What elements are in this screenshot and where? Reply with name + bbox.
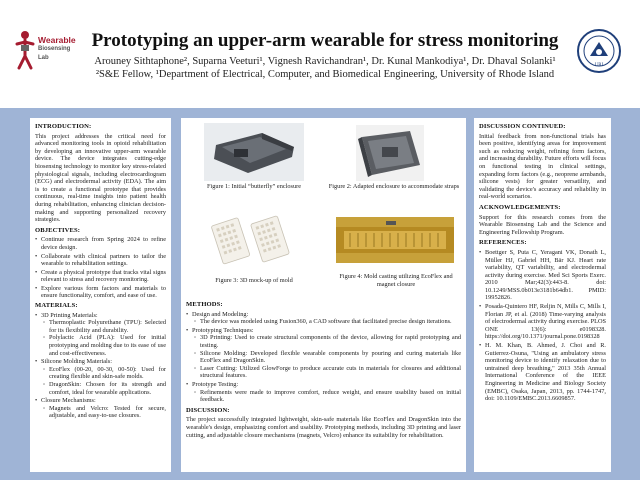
materials-group-label: Closure Mechanisms: xyxy=(41,397,96,405)
figure-4-caption: Figure 4: Mold casting utilizing EcoFlex and magnet closure xyxy=(339,273,453,288)
list-item: • Continue research from Spring 2024 to refine device design. xyxy=(35,236,166,251)
discussion-text: The project successfully integrated lightweight, skin-safe materials like EcoFlex and DragonSkin into the wearable's design, emphasizing comfort and usability. Prototyping methods, including 3D printing and laser cutting, and adjustable closure mechanisms (magnets, Velcro) enhance its suitability for rehabilitation. xyxy=(186,416,461,439)
seal-label: URI xyxy=(594,63,604,68)
list-item: ◦ The device was modeled using Fusion360, a CAD software that facilitated precise design iterations. xyxy=(192,318,461,326)
introduction-heading: INTRODUCTION: xyxy=(35,123,92,130)
list-item xyxy=(186,381,461,404)
discussion-continued-text: Initial feedback from non-functional trials has been positive, identifying areas for improvement such as reducing weight, refining form factors, and increasing durability. Future efforts will focus on functional testing in clinical settings, expanding form factors (e.g., neoprene armbands, silicone vests) for greater versatility, and validating the device's accuracy and reliability in real-world scenarios. xyxy=(479,132,606,201)
acknowledgements-heading: ACKNOWLEDGEMENTS: xyxy=(479,203,561,211)
list-item: • Collaborate with clinical partners to tailor the wearable to rehabilitation settings. xyxy=(35,253,166,268)
list-item xyxy=(35,397,166,420)
list-item: ◦ Polylactic Acid (PLA): Used for initial prototyping and molding due to its ease of use and cost-effectiveness. xyxy=(41,334,166,357)
objectives-heading: OBJECTIVES: xyxy=(35,226,81,234)
list-item: • H. M. Khan, B. Ahmed, J. Choi and R. Gutierrez-Osuna, "Using an ambulatory stress monitoring device to identify relaxation due to untrained deep breathing," 2013 35th Annual International Conference of the IEEE Engineering in Medicine and Biology Society (EMBC), Osaka, Japan, 2013, pp. 1744-1747, doi: 10.1109/EMBC.2013.6609857. xyxy=(479,342,606,403)
methods-heading: METHODS: xyxy=(186,301,223,308)
materials-sublist xyxy=(41,366,166,396)
references-list xyxy=(479,249,606,403)
poster-header xyxy=(0,0,640,110)
figure-3-mold-mockup-image xyxy=(208,209,296,269)
list-item: ◦ EcoFlex (00-20, 00-30, 00-50): Used for creating flexible and skin-safe molds. xyxy=(41,366,166,381)
person-figure-icon xyxy=(14,30,36,70)
methods-list xyxy=(186,311,461,404)
methods-sublist xyxy=(192,334,461,380)
methods-sublist xyxy=(192,389,461,404)
discussion-continued-heading: DISCUSSION CONTINUED: xyxy=(479,123,566,130)
objectives-list xyxy=(35,236,166,300)
poster-authors xyxy=(80,55,570,81)
logo-brand-text xyxy=(38,36,76,63)
materials-group-label: Silicone Molding Materials: xyxy=(41,358,113,366)
figure-1-caption: Figure 1: Initial “butterfly” enclosure xyxy=(206,183,302,190)
list-item: ◦ Refinements were made to improve comfort, reduce weight, and ensure usability based on initial feedback. xyxy=(192,389,461,404)
figure-2-caption: Figure 2: Adapted enclosure to accommodate straps xyxy=(328,183,460,190)
materials-heading: MATERIALS: xyxy=(35,302,78,310)
center-column xyxy=(181,118,466,472)
left-column xyxy=(30,118,171,472)
materials-sublist xyxy=(41,319,166,357)
methods-group-label: Prototyping Techniques: xyxy=(192,326,254,334)
references-heading: REFERENCES: xyxy=(479,239,527,247)
list-item: • Posada-Quintero HF, Reljin N, Mills C, Mills I, Florian JP, et al. (2018) Time-varying analysis of electrodermal activity during exercise. PLOS ONE 13(6): e0198328. https://doi.org/10.1371/journal.pone.0198328 xyxy=(479,303,606,341)
list-item: • Boettger S, Puta C, Yeragani VK, Donath L, Müller HJ, Gabriel HH, Bär KJ. Heart rate variability, QT variability, and electrodermal activity during exercise. Med Sci Sports Exerc. 2010 Mar;42(3):443-8. doi: 10.1249/MSS.0b013e3181b64db1. PMID: 19952826. xyxy=(479,249,606,302)
logo-brand-line-1: Wearable xyxy=(38,35,76,45)
right-column xyxy=(474,118,611,472)
affiliation-line: ²S&E Fellow, ¹Department of Electrical, Computer, and Biomedical Engineering, University of Rhode Island xyxy=(95,69,555,80)
university-seal-icon xyxy=(576,28,622,74)
list-item: ◦ DragonSkin: Chosen for its strength and comfort, ideal for wearable applications. xyxy=(41,381,166,396)
methods-group-label: Prototype Testing: xyxy=(192,380,239,388)
wearable-biosensing-lab-logo xyxy=(14,26,80,74)
list-item: ◦ Silicone Molding: Developed flexible wearable components by pouring and curing materials like EcoFlex and DragonSkin. xyxy=(192,350,461,365)
list-item: • Create a physical prototype that tracks vital signs relevant to stress and recovery monitoring. xyxy=(35,269,166,284)
list-item: ◦ Thermoplastic Polyurethane (TPU): Selected for its flexibility and durability. xyxy=(41,319,166,334)
authors-line: Arouney Sithtaphone², Suparna Veeturi¹, Vignesh Ravichandran¹, Dr. Kunal Mankodiya¹, Dr. Dhaval Solanki¹ xyxy=(94,56,556,67)
discussion-heading: DISCUSSION: xyxy=(186,406,230,414)
figure-2-adapted-enclosure-image xyxy=(356,125,424,181)
list-item xyxy=(35,358,166,396)
figure-4-mold-casting-image xyxy=(336,217,454,263)
figure-3-caption: Figure 3: 3D mock-up of mold xyxy=(215,277,293,284)
logo-brand-line-3: Lab xyxy=(38,55,49,61)
materials-list xyxy=(35,312,166,420)
list-item: • Explore various form factors and materials to ensure functionality, comfort, and ease of use. xyxy=(35,285,166,300)
figure-1-butterfly-enclosure-image xyxy=(204,123,304,181)
figures-grid xyxy=(186,121,461,299)
poster-title: Prototyping an upper-arm wearable for stress monitoring xyxy=(91,30,559,51)
materials-group-label: 3D Printing Materials: xyxy=(41,311,98,319)
methods-sublist xyxy=(192,318,461,326)
list-item: ◦ 3D Printing: Used to create structural components of the device, allowing for rapid prototyping and testing. xyxy=(192,334,461,349)
introduction-text: This project addresses the critical need for advanced monitoring tools in opioid rehabilitation by developing an innovative upper-arm wearable device. The device integrates cutting-edge biosensing technology to monitor key stress-related physiological signals, including electrocardiogram (ECG) and electrodermal activity (EDA). The aim is to create a functional prototype that provides continuous, real-time insights into patient health during rehabilitation, enhancing clinician decision-making and supporting personalized recovery strategies. xyxy=(35,132,166,224)
list-item: ◦ Laser Cutting: Utilized GlowForge to produce accurate cuts in materials for closures and additional structural features. xyxy=(192,365,461,380)
acknowledgements-text: Support for this research comes from the Wearable Biosensing Lab and the Science and Engineering Fellowship Program. xyxy=(479,213,606,236)
list-item xyxy=(35,312,166,358)
materials-sublist xyxy=(41,405,166,420)
methods-group-label: Design and Modeling: xyxy=(192,310,249,318)
logo-brand-line-2: Biosensing xyxy=(38,46,71,52)
list-item xyxy=(186,327,461,380)
list-item xyxy=(186,311,461,326)
list-item: ◦ Magnets and Velcro: Tested for secure, adjustable, and easy-to-use closures. xyxy=(41,405,166,420)
